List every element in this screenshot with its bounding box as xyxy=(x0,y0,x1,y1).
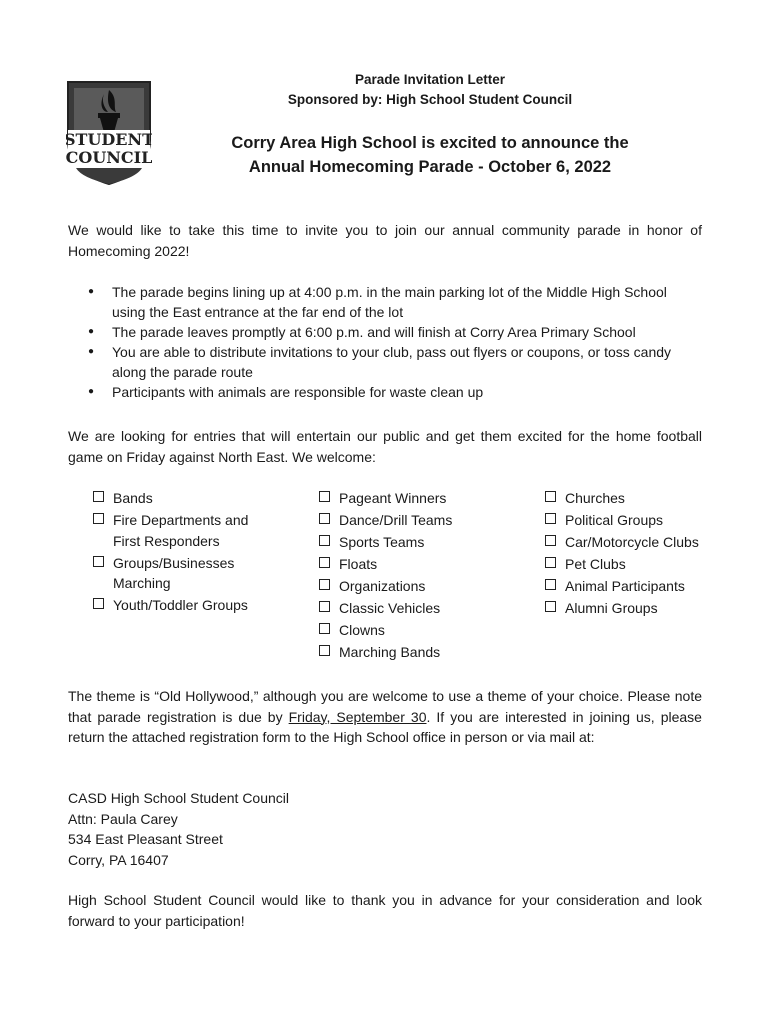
checklist-item xyxy=(545,554,725,575)
theme-paragraph xyxy=(68,686,702,748)
checkbox[interactable] xyxy=(93,556,104,567)
bullet-item: ● Participants with animals are responsible for waste clean up xyxy=(68,382,698,402)
checkbox[interactable] xyxy=(545,601,556,612)
due-date: Friday, September 30 xyxy=(288,708,427,725)
checklist-label: Groups/Businesses Marching xyxy=(113,554,235,591)
checkbox[interactable] xyxy=(319,623,330,634)
checklist-item xyxy=(319,576,499,597)
parade-details-list xyxy=(68,282,698,402)
checklist-label: Marching Bands xyxy=(339,644,441,660)
bullet-item: ● You are able to distribute invitations to your club, pass out flyers or coupons, or toss candy along the parade route xyxy=(68,342,698,382)
checklist-item xyxy=(545,510,725,531)
address-line: 534 East Pleasant Street xyxy=(68,831,223,847)
checkbox[interactable] xyxy=(93,491,104,502)
checklist-label: Clowns xyxy=(339,622,385,638)
checklist-item xyxy=(319,554,499,575)
checklist-label: Pet Clubs xyxy=(565,556,626,572)
checklist-item xyxy=(319,620,499,641)
checklist-item xyxy=(93,488,258,509)
entries-paragraph: We are looking for entries that will entertain our public and get them excited for the home football game on Friday against North East. We welcome: xyxy=(68,428,702,465)
closing-paragraph: High School Student Council would like to thank you in advance for your consideration and look forward to your participation! xyxy=(68,892,702,929)
checklist-label: Classic Vehicles xyxy=(339,600,441,616)
checklist-label: Sports Teams xyxy=(339,534,425,550)
checklist-item xyxy=(545,576,725,597)
entries-column-3 xyxy=(545,488,725,620)
headline-line1: Corry Area High School is excited to announce the xyxy=(231,134,629,152)
checklist-label: Dance/Drill Teams xyxy=(339,512,453,528)
checklist-label: Organizations xyxy=(339,578,426,594)
checkbox[interactable] xyxy=(545,579,556,590)
checklist-item xyxy=(319,488,499,509)
checkbox[interactable] xyxy=(93,513,104,524)
checklist-label: Youth/Toddler Groups xyxy=(113,597,248,613)
torch-shield-icon xyxy=(66,80,152,186)
checklist-item xyxy=(93,553,258,594)
checklist-item xyxy=(93,595,258,616)
checkbox[interactable] xyxy=(93,598,104,609)
entries-column-2 xyxy=(319,488,499,664)
checklist-label: Alumni Groups xyxy=(565,600,658,616)
logo-text-line2: COUNCIL xyxy=(66,148,152,167)
checklist-item xyxy=(93,510,258,551)
bullet-item: ● The parade leaves promptly at 6:00 p.m. and will finish at Corry Area Primary School xyxy=(68,322,698,342)
headline-line2: Annual Homecoming Parade - October 6, 2022 xyxy=(248,158,612,176)
checklist-label: Car/Motorcycle Clubs xyxy=(565,534,699,550)
checkbox[interactable] xyxy=(545,491,556,502)
entries-column-1 xyxy=(93,488,258,617)
checkbox[interactable] xyxy=(319,579,330,590)
checklist-label: Fire Departments and First Responders xyxy=(113,512,249,549)
bullet-item: ● The parade begins lining up at 4:00 p.m. in the main parking lot of the Middle High School using the East entrance at the far end of the lot xyxy=(68,282,698,322)
checkbox[interactable] xyxy=(319,645,330,656)
checkbox[interactable] xyxy=(545,557,556,568)
mailing-address xyxy=(68,788,289,870)
checkbox[interactable] xyxy=(545,513,556,524)
checkbox[interactable] xyxy=(319,535,330,546)
letter-title: Parade Invitation Letter xyxy=(354,72,506,87)
checklist-label: Animal Participants xyxy=(565,578,685,594)
checklist-item xyxy=(319,598,499,619)
theme-text-end: . If you are interested in joining us, please return the attached registration form to the High School office in person or via mail at: xyxy=(68,708,702,745)
checklist-label: Bands xyxy=(113,490,153,506)
checklist-label: Pageant Winners xyxy=(339,490,447,506)
letter-header xyxy=(160,70,700,110)
checkbox[interactable] xyxy=(319,557,330,568)
theme-text-start: The theme is “Old Hollywood,” although you are welcome to use a theme of your choice. Please note that parade registration is due by xyxy=(68,688,702,725)
checkbox[interactable] xyxy=(545,535,556,546)
logo-text-line1: STUDENT xyxy=(66,130,152,149)
sponsor-line: Sponsored by: High School Student Council xyxy=(287,92,573,107)
checklist-item xyxy=(319,510,499,531)
announcement-headline xyxy=(160,131,700,179)
address-line: Corry, PA 16407 xyxy=(68,851,169,868)
checkbox[interactable] xyxy=(319,513,330,524)
checklist-item xyxy=(319,642,499,663)
checklist-label: Churches xyxy=(565,490,625,506)
checklist-item xyxy=(545,532,725,553)
checkbox[interactable] xyxy=(319,491,330,502)
checklist-label: Political Groups xyxy=(565,512,664,528)
checklist-item xyxy=(545,488,725,509)
intro-paragraph: We would like to take this time to invite you to join our annual community parade in honor of Homecoming 2022! xyxy=(68,222,702,259)
checklist-label: Floats xyxy=(339,556,378,572)
student-council-logo xyxy=(66,80,152,186)
checklist-item xyxy=(545,598,725,619)
checkbox[interactable] xyxy=(319,601,330,612)
checklist-item xyxy=(319,532,499,553)
address-line: CASD High School Student Council xyxy=(68,790,290,806)
address-line: Attn: Paula Carey xyxy=(68,810,178,827)
